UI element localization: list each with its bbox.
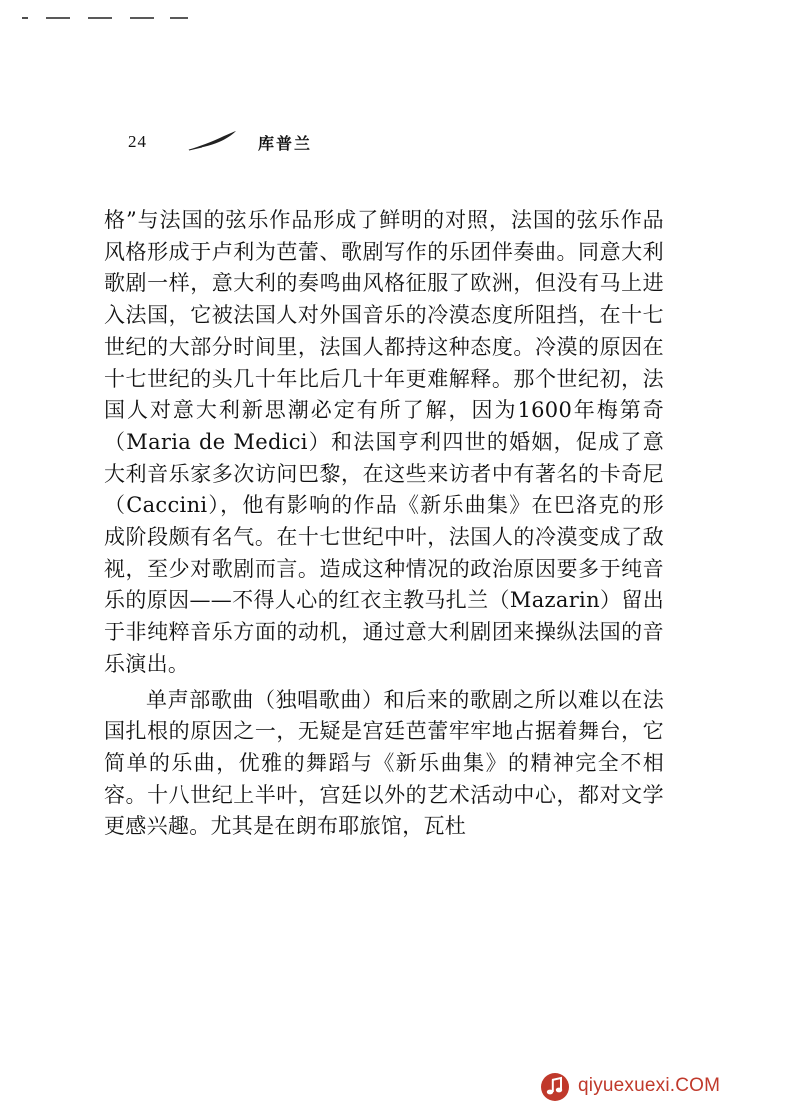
top-edge-dashes xyxy=(22,10,192,22)
page-header xyxy=(128,128,428,158)
watermark xyxy=(540,1068,790,1108)
music-note-logo-icon xyxy=(540,1072,570,1102)
watermark-text: qiyuexuexi.COM xyxy=(578,1075,721,1096)
paragraph-2: 单声部歌曲（独唱歌曲）和后来的歌剧之所以难以在法国扎根的原因之一，无疑是宫廷芭蕾牢牢地占据着舞台，它简单的乐曲，优雅的舞蹈与《新乐曲集》的精神完全不相容。十八世纪上半叶，宫廷以外的艺术活动中心，都对文学更感兴趣。尤其是在朗布耶旅馆，瓦杜 xyxy=(104,687,664,839)
page-number: 24 xyxy=(128,132,147,151)
body-text xyxy=(104,205,664,843)
quill-ornament-icon xyxy=(186,130,238,152)
paragraph-1: 格”与法国的弦乐作品形成了鲜明的对照，法国的弦乐作品风格形成于卢利为芭蕾、歌剧写作的乐团伴奏曲。同意大利歌剧一样，意大利的奏鸣曲风格征服了欧洲，但没有马上进入法国，它被法国人对外国音乐的冷漠态度所阻挡，在十七世纪的大部分时间里，法国人都持这种态度。冷漠的原因在十七世纪的头几十年比后几十年更难解释。那个世纪初，法国人对意大利新思潮必定有所了解，因为1600年梅第奇（Maria de Medici）和法国亨利四世的婚姻，促成了意大利音乐家多次访问巴黎，在这些来访者中有著名的卡奇尼（Caccini），他有影响的作品《新乐曲集》在巴洛克的形成阶段颇有名气。在十七世纪中叶，法国人的冷漠变成了敌视，至少对歌剧而言。造成这种情况的政治原因要多于纯音乐的原因——不得人心的红衣主教马扎兰（Mazarin）留出于非纯粹音乐方面的动机，通过意大利剧团来操纵法国的音乐演出。 xyxy=(104,208,664,676)
running-title: 库普兰 xyxy=(258,134,313,153)
